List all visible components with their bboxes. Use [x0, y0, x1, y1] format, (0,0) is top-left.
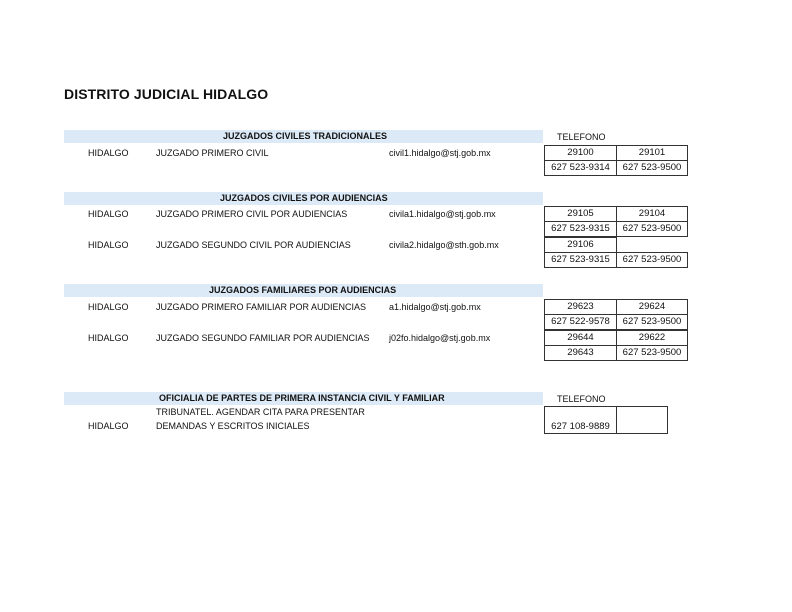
section-heading: JUZGADOS CIVILES TRADICIONALES — [223, 131, 388, 141]
court-cell: JUZGADO SEGUNDO CIVIL POR AUDIENCIAS — [156, 240, 351, 250]
section-heading: OFICIALIA DE PARTES DE PRIMERA INSTANCIA CIVIL Y FAMILIAR — [159, 393, 445, 403]
phone-cell: 29105 — [544, 206, 617, 222]
section-header-familiares-audiencias — [64, 284, 543, 297]
district-cell: HIDALGO — [88, 333, 129, 343]
phone-cell: 29106 — [544, 237, 617, 253]
telefono-label: TELEFONO — [557, 132, 606, 142]
court-cell: JUZGADO PRIMERO FAMILIAR POR AUDIENCIAS — [156, 302, 367, 312]
court-cell: JUZGADO PRIMERO CIVIL POR AUDIENCIAS — [156, 209, 348, 219]
phone-cell: 627 108-9889 — [544, 406, 617, 434]
phone-cell: 29104 — [616, 206, 688, 222]
phone-cell: 29622 — [616, 330, 688, 346]
email-cell: a1.hidalgo@stj.gob.mx — [389, 302, 481, 312]
phone-cell: 627 523-9500 — [616, 345, 688, 361]
phone-cell: 627 523-9500 — [616, 160, 688, 176]
telefono-label: TELEFONO — [557, 394, 606, 404]
court-cell: JUZGADO PRIMERO CIVIL — [156, 148, 269, 158]
phone-cell: 627 522-9578 — [544, 314, 617, 330]
phone-cell: 29644 — [544, 330, 617, 346]
phone-cell: 627 523-9500 — [616, 221, 688, 237]
court-cell-line1: TRIBUNATEL. AGENDAR CITA PARA PRESENTAR — [156, 407, 365, 417]
section-header-civiles-tradicionales — [64, 130, 543, 143]
court-cell-line2: DEMANDAS Y ESCRITOS INICIALES — [156, 421, 310, 431]
section-header-oficialia-partes — [64, 392, 543, 405]
page-title: DISTRITO JUDICIAL HIDALGO — [64, 86, 269, 102]
email-cell: civila1.hidalgo@stj.gob.mx — [389, 209, 496, 219]
district-cell: HIDALGO — [88, 240, 129, 250]
phone-cell: 29643 — [544, 345, 617, 361]
phone-cell: 627 523-9314 — [544, 160, 617, 176]
district-cell: HIDALGO — [88, 421, 129, 431]
district-cell: HIDALGO — [88, 148, 129, 158]
phone-cell — [616, 406, 668, 434]
phone-cell: 627 523-9315 — [544, 252, 617, 268]
phone-cell: 627 523-9315 — [544, 221, 617, 237]
district-cell: HIDALGO — [88, 209, 129, 219]
phone-cell: 29100 — [544, 145, 617, 161]
section-heading: JUZGADOS CIVILES POR AUDIENCIAS — [220, 193, 388, 203]
email-cell: j02fo.hidalgo@stj.gob.mx — [389, 333, 491, 343]
section-header-civiles-audiencias — [64, 192, 543, 205]
phone-cell: 29624 — [616, 299, 688, 315]
court-cell: JUZGADO SEGUNDO FAMILIAR POR AUDIENCIAS — [156, 333, 370, 343]
phone-cell: 627 523-9500 — [616, 252, 688, 268]
phone-cell: 627 523-9500 — [616, 314, 688, 330]
phone-cell: 29623 — [544, 299, 617, 315]
district-cell: HIDALGO — [88, 302, 129, 312]
email-cell: civila2.hidalgo@sth.gob.mx — [389, 240, 499, 250]
phone-cell: 29101 — [616, 145, 688, 161]
section-heading: JUZGADOS FAMILIARES POR AUDIENCIAS — [209, 285, 397, 295]
email-cell: civil1.hidalgo@stj.gob.mx — [389, 148, 491, 158]
